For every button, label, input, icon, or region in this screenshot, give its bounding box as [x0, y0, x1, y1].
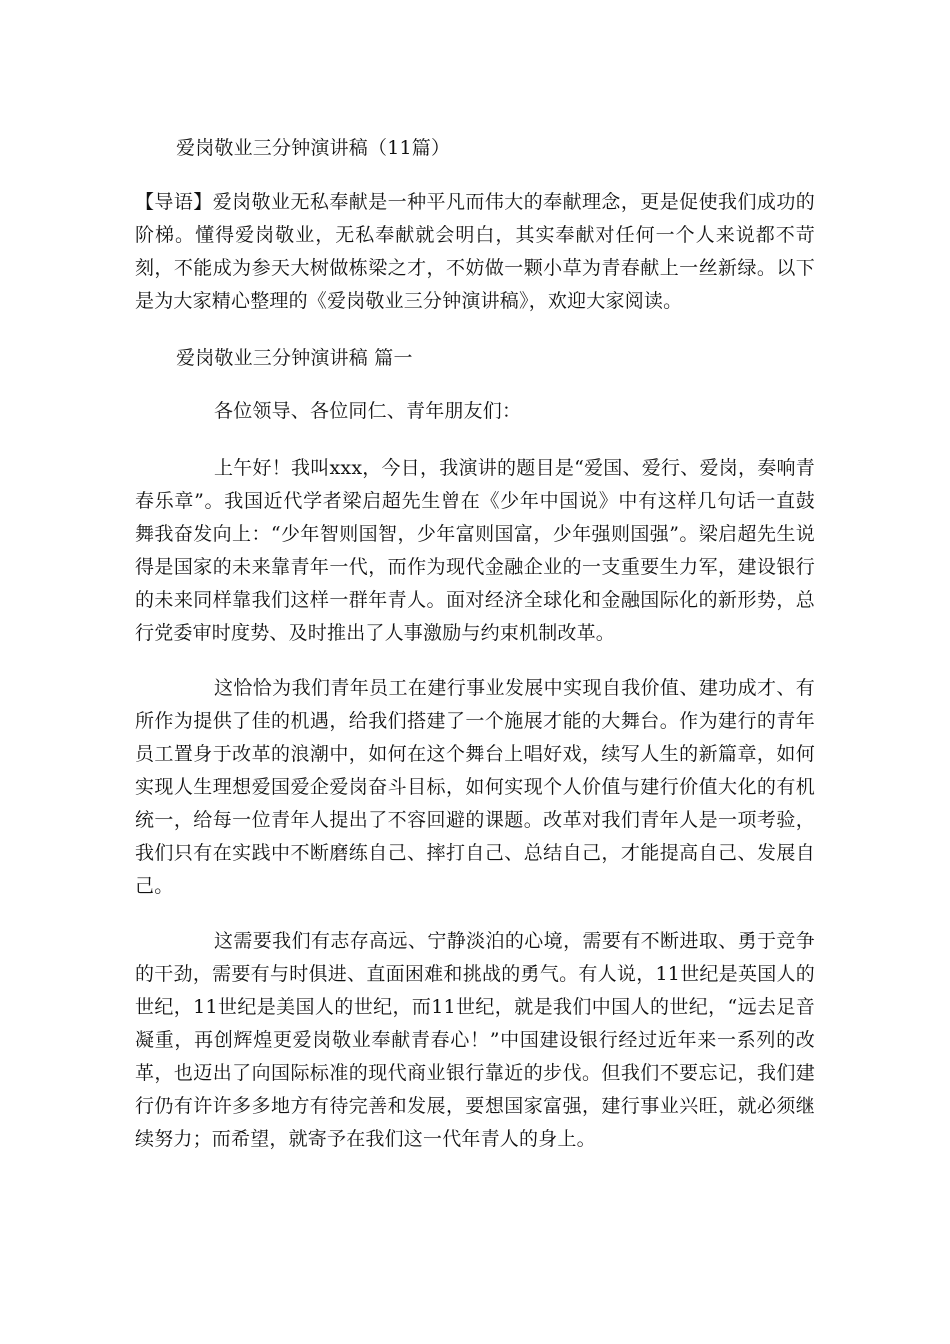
intro-paragraph: 【导语】爱岗敬业无私奉献是一种平凡而伟大的奉献理念，更是促使我们成功的阶梯。懂得爱岗敬业，无私奉献就会明白，其实奉献对任何一个人来说都不苛刻，不能成为参天大树做栋梁之才，不妨做一颗小草为青春献上一丝新绿。以下是为大家精心整理的《爱岗敬业三分钟演讲稿》，欢迎大家阅读。	[135, 191, 815, 312]
document-title: 爱岗敬业三分钟演讲稿（11篇）	[176, 137, 451, 159]
body-paragraph-1: 上午好！我叫xxx，今日，我演讲的题目是“爱国、爱行、爱岗，奏响青春乐章”。我国近代学者梁启超先生曾在《少年中国说》中有这样几句话一直鼓舞我奋发向上：“少年智则国智，少年富则国富，少年强则国强”。梁启超先生说得是国家的未来靠青年一代，而作为现代金融企业的一支重要生力军，建设银行的未来同样靠我们这样一群年青人。面对经济全球化和金融国际化的新形势，总行党委审时度势、及时推出了人事激励与约束机制改革。	[135, 457, 815, 644]
section-heading: 爱岗敬业三分钟演讲稿 篇一	[176, 347, 413, 369]
greeting-line: 各位领导、各位同仁、青年朋友们：	[214, 400, 522, 422]
body-paragraph-3: 这需要我们有志存高远、宁静淡泊的心境，需要有不断进取、勇于竞争的干劲，需要有与时俱进、直面困难和挑战的勇气。有人说，11世纪是英国人的世纪，11世纪是美国人的世纪，而11世纪，就是我们中国人的世纪，“远去足音凝重，再创辉煌更爱岗敬业奉献青春心！”中国建设银行经过近年来一系列的改革，也迈出了向国际标准的现代商业银行靠近的步伐。但我们不要忘记，我们建行仍有许许多多地方有待完善和发展，要想国家富强，建行事业兴旺，就必须继续努力；而希望，就寄予在我们这一代年青人的身上。	[135, 930, 815, 1150]
body-paragraph-2: 这恰恰为我们青年员工在建行事业发展中实现自我价值、建功成才、有所作为提供了佳的机遇，给我们搭建了一个施展才能的大舞台。作为建行的青年员工置身于改革的浪潮中，如何在这个舞台上唱好戏，续写人生的新篇章，如何实现人生理想爱国爱企爱岗奋斗目标，如何实现个人价值与建行价值大化的有机统一，给每一位青年人提出了不容回避的课题。改革对我们青年人是一项考验，我们只有在实践中不断磨练自己、摔打自己、总结自己，才能提高自己、发展自己。	[135, 677, 815, 897]
